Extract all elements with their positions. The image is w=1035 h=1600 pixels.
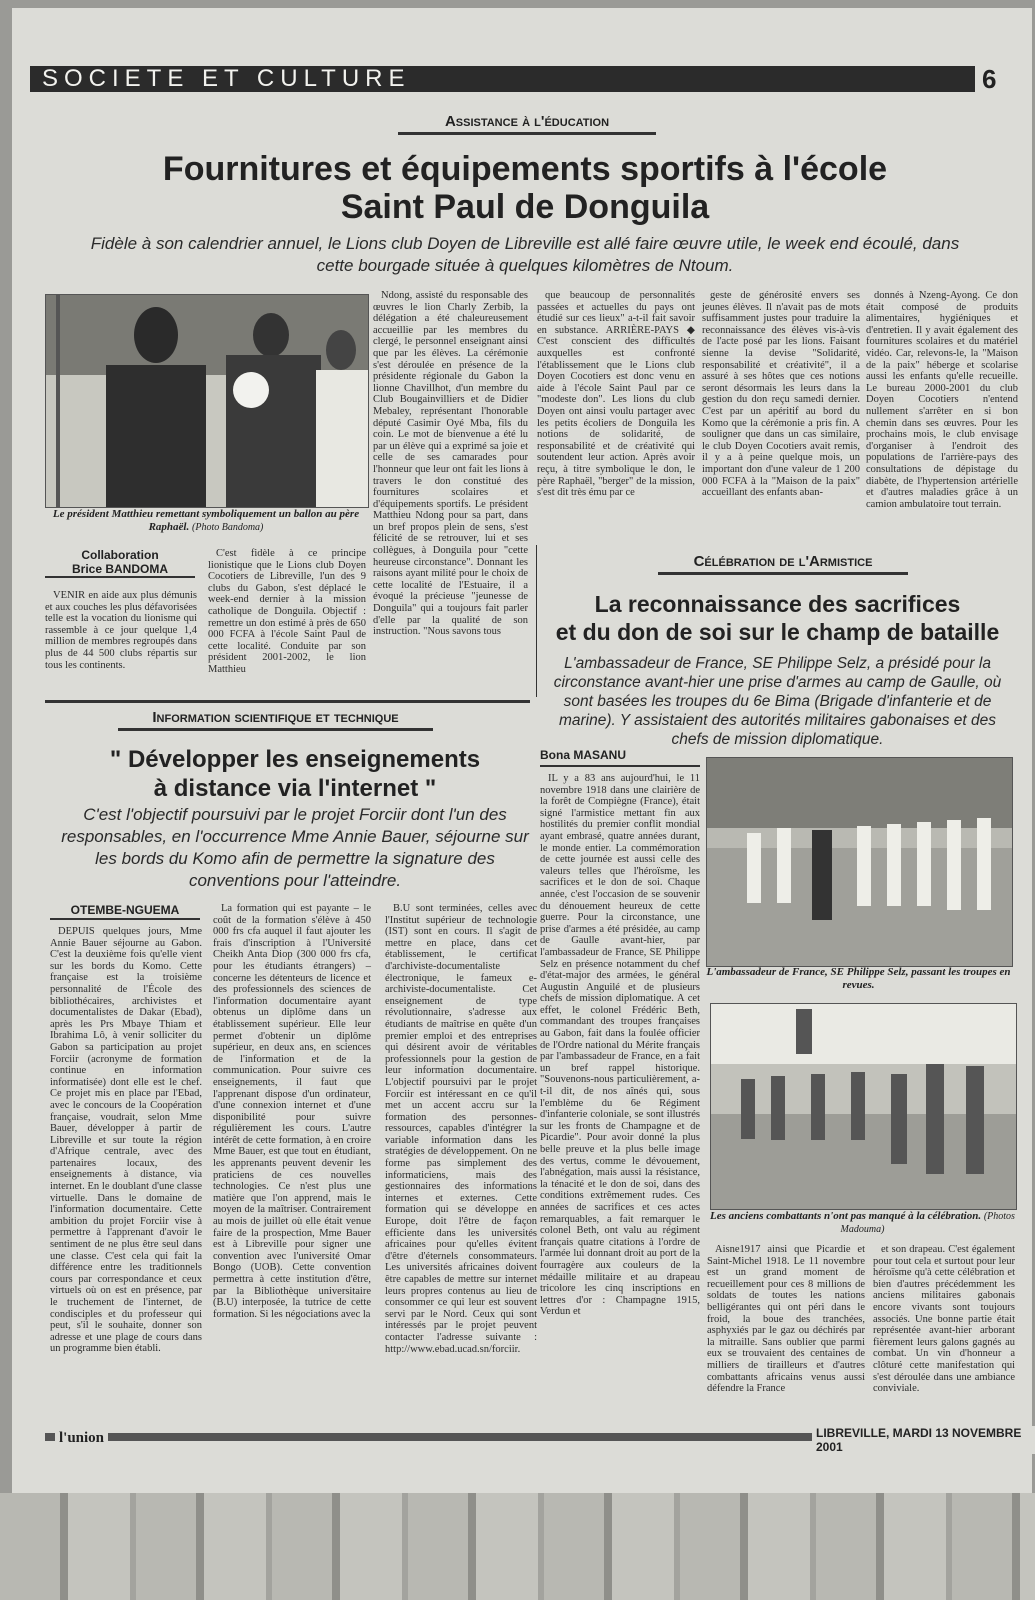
a1-col1: VENIR en aide aux plus démunis et aux couches les plus défavorisées telle est la vocation du lionisme qui rassemble à ce jour quelque 1,4 million de membres regroupés dans plus de 44 500 clubs répartis sur tous les continents. xyxy=(45,590,197,671)
kicker-armistice: Célébration de l'Armistice xyxy=(658,553,908,575)
column-rule xyxy=(536,545,537,697)
background-strip xyxy=(0,1493,1035,1600)
byline-a1: Collaboration Brice BANDOMA xyxy=(71,548,168,576)
photo-ambassadeur xyxy=(706,757,1013,967)
kicker-info: Information scientifique et technique xyxy=(118,709,433,731)
a3-col2: Aisne1917 ainsi que Picardie et Saint-Michel 1918. Le 11 novembre est un grand moment de recueillement pour ces 8 millions de soldats de toutes les nations belligérantes qui ont péri dans le froid, la boue des tranchées, asphyxiés par le gaz ou déchirés par la mitraille. Sans oublier que parmi eux se trouvaient des centaines de milliers de tirailleurs et d'autres combattants africains venus aussi défendre la France xyxy=(707,1244,865,1395)
photo-illustration xyxy=(46,295,368,507)
deck-fournitures: Fidèle à son calendrier annuel, le Lions club Doyen de Libreville est allé faire œuvre utile, le week end écoulé, dans cette bourgade située à quelques kilomètres de Ntoum. xyxy=(90,234,960,275)
kicker-education: Assistance à l'éducation xyxy=(398,113,656,135)
headline-enseignements: " Développer les enseignements à distance via l'internet " xyxy=(109,746,481,802)
headline-sacrifices: La reconnaissance des sacrifices et du don de soi sur le champ de bataille xyxy=(555,591,1000,645)
a3-col1: IL y a 83 ans aujourd'hui, le 11 novembre 1918 dans une clairière de la forêt de Compiègne (France), était signé l'armistice mettant fin aux hostilités du premier conflit mondial ayant embrasé, quatre années durant, le monde entier. La commémoration de cette journée est aussi celle des valeurs telles que l'héroïsme, les sacrifices et le don de soi. Chaque année, c'est l'occasion de se souvenir du dénouement heureux de cette guerre. Pour la circonstance, une prise d'armes a été présidée, au camp de Gaulle avant-hier, par l'ambassadeur de France, SE Philippe Selz en présence notamment du chef d'état-major des armées, le général Augustin Anguilé et de plusieurs chefs de mission diplomatique. A cet effet, le colonel Frédéric Beth, commandant des troupes françaises au Gabon, fait dans la foulée officier de l'Ordre national du Mérite français par l'ambassadeur de France, en a fait un bref rappel historique. "Souvenons-nous particulièrement, a-t-il dit, de nos aînés qui, sous l'emblème du 6e Régiment d'infanterie coloniale, se sont illustrés sur les fronts de Champagne et de Picardie". Pour avoir donné la plus belle preuve et la plus belle image des vertus, comme le dévouement, l'abnégation, mais aussi la résistance, la ténacité et le don de soi, dans des conditions extrêmement rudes. Ces années de sacrifices et ces actes remarquables, a fait remarquer le colonel Beth, ont valu au régiment français quatre citations à l'ordre de l'armée lui donnant droit au port de la fourragère aux couleurs de la médaille militaire et au drapeau tricolore les cinq inscriptions en lettres d'or : Champagne 1915, Verdun et xyxy=(540,773,700,1318)
a2-col2: La formation qui est payante – le coût de la formation s'élève à 450 000 frs cfa auquel il faut ajouter les frais d'inscription à l'Université Cheikh Anta Diop (300 000 frs cfa, pour les étudiants étrangers) – concerne les détenteurs de licence et des professionnels des sciences de l'information documentaire ayant obtenus un diplôme dans un établissement supérieur. Elle leur permet d'obtenir un diplôme supérieur, en deux ans, en sciences de l'information et de la communication. Pour suivre ces enseignements, il faut que l'apprenant dispose d'un ordinateur, d'une connexion internet et d'une disponibilité pour suivre régulièrement les cours. L'autre intérêt de cette formation, à en croire Mme Bauer, est que tout en étudiant, les apprenants peuvent devenir les praticiens de ces nouvelles technologies. Ce n'est plus une matière que l'on apprend, mais le moyen de la maîtriser. Contrairement au mois de juillet où elle était venue faire de la prospection, Mme Bauer est à Libreville pour signer une convention avec l'université Omar Bongo (UOB). Cette convention permettra à cette institution d'être, par la Bibliothèque universitaire (B.U) interposée, la tutrice de cette formation. Si les négociations avec la xyxy=(213,903,371,1320)
rule-a1-end xyxy=(45,700,530,703)
caption-photo1: Le président Matthieu remettant symboliquement un ballon au père Raphaël. (Photo Bandoma) xyxy=(52,508,360,533)
headline-line2: Saint Paul de Donguila xyxy=(340,188,710,226)
a3-col3: et son drapeau. C'est également pour tout cela et surtout pour leur héroïsme qu'à cette célébration et bien d'autres précédemment les anciens militaires gabonais encore vivants sont toujours associés. Une bonne partie était représentée avant-hier arborant fièrement leurs galons gagnés au combat. Un vin d'honneur a clôturé cette manifestation qui s'est déroulée dans une ambiance conviviale. xyxy=(873,1244,1015,1395)
deck-sacrifices: L'ambassadeur de France, SE Philippe Selz, a présidé pour la circonstance avant-hier une prise d'armes au camp de Gaulle, où sont basées les troupes du 6e Bima (Brigade d'infanterie et de marine). Y assistaient des autorités militaires gabonaises et des chefs de mission diplomatique. xyxy=(553,655,1002,748)
a2-col1: DEPUIS quelques jours, Mme Annie Bauer séjourne au Gabon. C'est la deuxième fois qu'elle vient sur les bords du Komo. Cette française est la troisième personnalité de l'École des bibliothécaires, archivistes et documentalistes de Dakar (Ebad), après les Prs Mbaye Thiam et Ibrahima Lô, à venir solliciter du Gabon sa participation au projet Forciir (acronyme de formation continue en information informatisée) dont elle est le chef. Ce projet mis en place par l'Ebad, avec le concours de la Coopération française, voudrait, selon Mme Bauer, développer à partir de Libreville et sur toute la région d'Afrique centrale, avec des partenaires locaux, des enseignements à distance, via internet. En le doublant d'une classe virtuelle. Dans le domaine de l'information documentaire. Cette ambition du projet Forciir vise à permettre à l'apprenant d'avoir le sentiment de ne plus être seul dans une classe. C'est cela qui fait la différence entre les traditionnels cours par correspondance et ceux virtuels où on est en présence, par le truchement de l'internet, de condisciples et du professeur qui peut, s'il le souhaite, donner son adresse et une plage de cours dans un programme bien établi. xyxy=(50,926,202,1355)
newspaper-name: l'union xyxy=(55,1430,108,1447)
byline-a2: OTEMBE-NGUEMA xyxy=(70,903,180,917)
a1-col4: que beaucoup de personnalités passées et actuelles du pays ont étudié sur ces lieux" a-t-il fait savoir en substance. ARRIÈRE-PAYS ◆ C'est conscient des difficultés auxquelles est confronté l'établissement que le Lions club Doyen Cocotiers est donc venu en aide à l'école Saint Paul par ce "modeste don". Les lions du club Doyen ont ainsi voulu partager avec les petits écoliers de Donguila les notions de solidarité, de responsabilité et de créativité qui soutendent leur action. Après avoir reçu, à titre symbolique le don, le père Raphaël, "berger" de la mission, s'est dit très ému par ce xyxy=(537,290,695,499)
a1-col3: Ndong, assisté du responsable des œuvres le lion Charly Zerbib, la délégation a été chaleureusement accueillie par les membres du clergé, le personnel enseignant ainsi que par les élèves. La cérémonie s'est déroulée en présence de la présidente régionale du Gabon la lionne Chavillhot, d'un membre du Club Bougainvilliers et de Didier Mebaley, représentant l'honorable député Casimir Oyé Mba, fils du coin. Le mot de bienvenue a été lu par un élève qui a exprimé sa joie et celle de ses camarades pour l'honneur que leur ont fait les lions à travers le don constitué des fournitures scolaires et d'équipements sportifs. Le président Matthieu Ndong pour sa part, dans un bref propos plein de sens, s'est félicité de se retrouver, lui et ses collègues, à Donguila pour "cette heureuse circonstance". Donnant les raisons ayant milité pour le choix de cette localité de l'Estuaire, il a évoqué la précieuse "jeunesse de Donguila" qui a toujours fait parler d'elle par la qualité de son instruction. "Nous savons tous xyxy=(373,290,528,638)
deck-enseignements: C'est l'objectif poursuivi par le projet Forciir dont l'un des responsables, en l'occurrence Mme Annie Bauer, séjourne sur les bords du Komo afin de permettre la signature des conventions pour l'atteindre. xyxy=(61,805,529,890)
photo-anciens-combattants xyxy=(710,1003,1017,1210)
a1-col5: geste de générosité envers ses jeunes élèves. Il n'avait pas de mots suffisamment justes pour traduire la reconnaissance des élèves vis-à-vis de l'acte posé par les lions. Faisant sienne la devise "Solidarité, responsabilité et créativité", il a assuré à ses hôtes que ces notions seront désormais les leurs dans la gestion du don reçu samedi dernier. C'est par un apéritif au bord du Komo que la cérémonie a pris fin. A souligner que dans un cas similaire, le club Doyen Cocotiers avait remis, il y a à peine quelque mois, un important don d'une valeur de 1 200 000 FCFA à la "Maison de la paix" accueillant des enfants aban- xyxy=(702,290,860,499)
a2-col3: B.U sont terminées, celles avec l'Institut supérieur de technologie (IST) sont en cours. Il s'agit de mettre en place, dans cet établissement, le certificat d'archiviste-documentaliste électronique, le fameux e-archiviste-documentaliste. Cet enseignement de type révolutionnaire, s'adresse aux étudiants de maîtrise en quête d'un premier emploi et des entreprises qui désirent avoir de véritables professionnels pour la gestion de leur information documentaire. L'objectif poursuivi par le projet Forciir est intéressant en ce qu'il met un accent accru sur la formation des personnes-ressources, capables d'intégrer la variable information dans les stratégies de développement. On ne forme pas simplement des informaticiens, mais des gestionnaires des informations internes et externes. Cette formation qui se développe en Europe, doit l'être de façon efficiente dans les universités africaines pour qu'elles évitent d'être d'éternels consommateurs. Les universités africaines doivent être capables de mettre sur internet leurs propres contenus au lieu de consommer ce qui leur est souvent servi par le Nord. Ceux qui sont intéressés par le projet peuvent contacter l'adresse suivante : http://www.ebad.ucad.sn/forciir. xyxy=(385,903,537,1355)
photo-troops xyxy=(707,758,1012,966)
byline-a3: Bona MASANU xyxy=(540,748,626,762)
caption-photo3: Les anciens combattants n'ont pas manqué à la célébration. (Photos Madouma) xyxy=(710,1210,1015,1235)
page-number: 6 xyxy=(982,64,997,94)
a1-col6: donnés à Nzeng-Ayong. Ce don était composé de produits alimentaires, hygiéniques et d'entretien. Il y avait également des fournitures scolaires et du matériel vidéo. Car, relevons-le, la "Maison de la paix" héberge et scolarise aussi les enfants qu'elle recueille. Le bureau 2000-2001 du club Doyen Cocotiers n'entend nullement s'arrêter en si bon chemin dans ses œuvres. Pour les prochains mois, le club envisage d'organiser à l'endroit des populations de l'arrière-pays des consultations de dépistage du diabète, de l'hypertension artérielle et d'autres maladies grâce à un camion ambulatoire tout terrain. xyxy=(866,290,1018,510)
footer-dateline: LIBREVILLE, MARDI 13 NOVEMBRE 2001 xyxy=(812,1426,1035,1454)
rule-byline-a2 xyxy=(50,918,200,920)
headline-fournitures xyxy=(80,150,970,226)
caption-photo2: L'ambassadeur de France, SE Philippe Selz, passant les troupes en revues. xyxy=(706,966,1011,991)
section-title: SOCIETE ET CULTURE xyxy=(42,65,411,92)
headline-line1: Fournitures et équipements sportifs à l'école xyxy=(162,150,888,188)
photo-president-ballon xyxy=(45,294,369,508)
rule-byline-a3 xyxy=(540,765,700,767)
photo-veterans xyxy=(711,1004,1016,1209)
rule-byline xyxy=(45,576,195,578)
a1-col2: C'est fidèle à ce principe lionistique que le Lions club Doyen Cocotiers de Libreville, l'un des 9 clubs du Gabon, s'est déplacé le week-end dernier à la mission catholique de Donguila. Objectif : remettre un don estimé à près de 650 000 FCFA à l'école Saint Paul de cette localité. Conduite par son président 2001-2002, le lion Matthieu xyxy=(208,548,366,675)
